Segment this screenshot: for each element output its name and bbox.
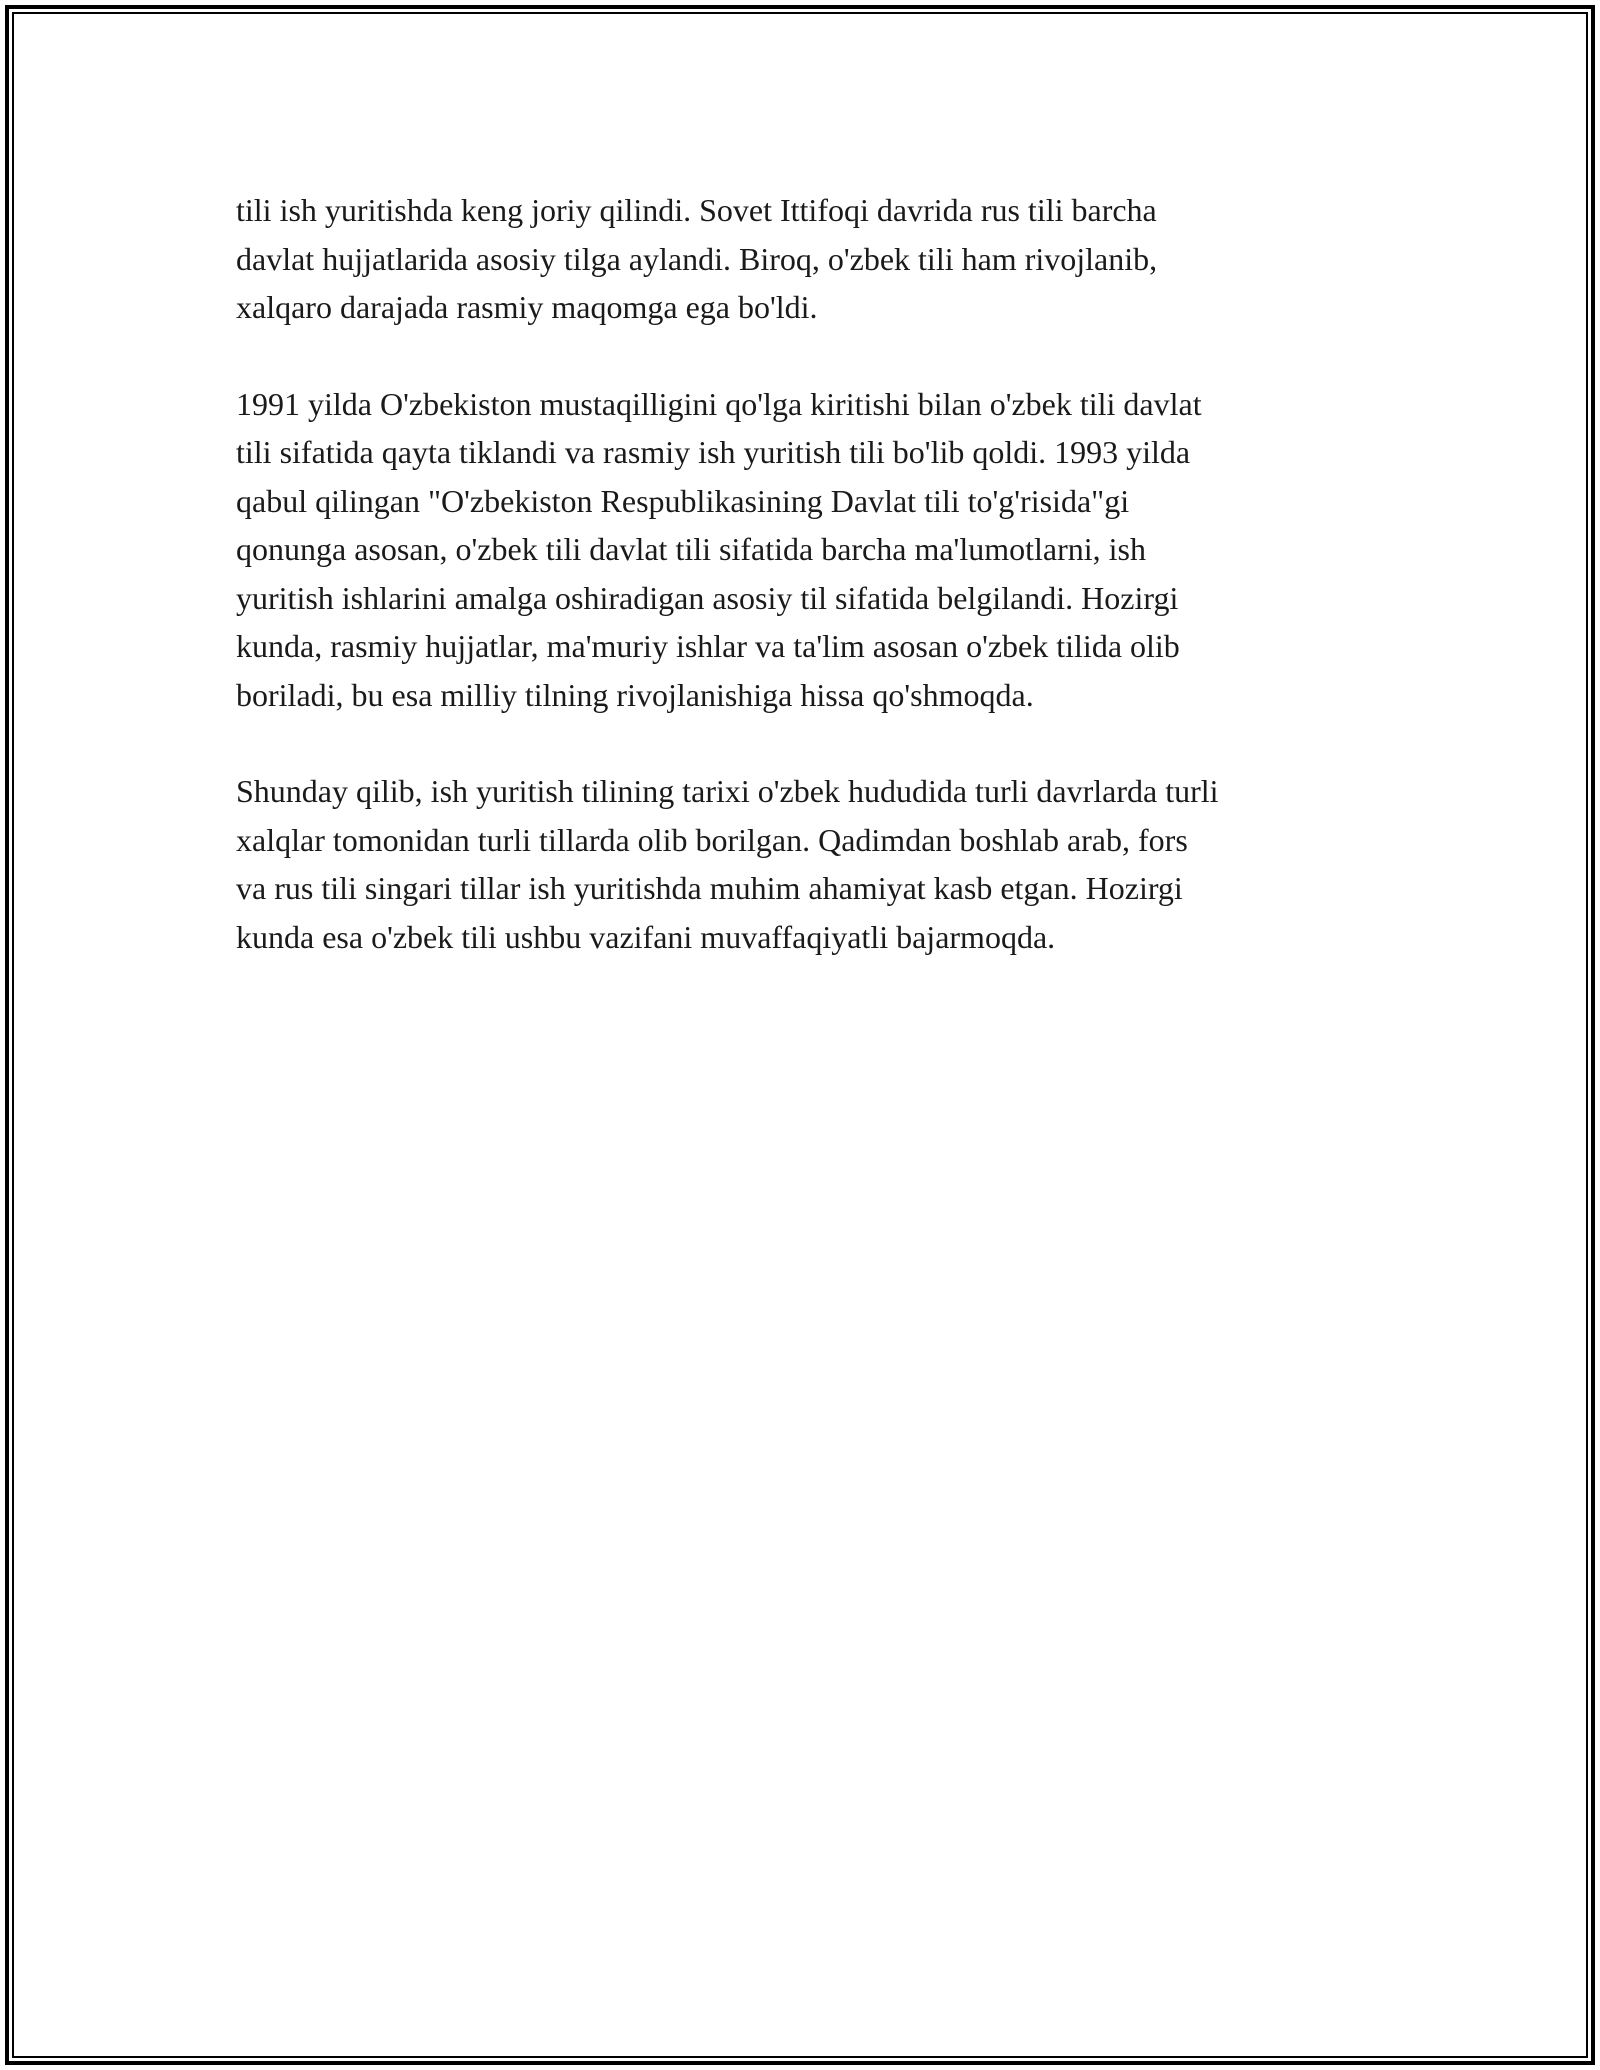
text-line: xalqaro darajada rasmiy maqomga ega bo'ldi. (236, 289, 818, 325)
text-line: yuritish ishlarini amalga oshiradigan asosiy til sifatida belgilandi. Hozirgi (236, 579, 1179, 616)
text-line: tili sifatida qayta tiklandi va rasmiy ish yuritish tili bo'lib qoldi. 1993 yilda (236, 434, 1191, 470)
text-line: xalqlar tomonidan turli tillarda olib borilgan. Qadimdan boshlab arab, fors (236, 821, 1188, 858)
text-line: 1991 yilda O'zbekiston mustaqilligini qo'lga kiritishi bilan o'zbek tili davlat (236, 385, 1202, 422)
text-line: tili ish yuritishda keng joriy qilindi. Sovet Ittifoqi davrida rus tili barcha (236, 192, 1157, 228)
text-line: Shunday qilib, ish yuritish tilining tarixi o'zbek hududida turli davrlarda turli (236, 773, 1219, 809)
paragraph-3 (236, 767, 1376, 961)
text-line: qonunga asosan, o'zbek tili davlat tili sifatida barcha ma'lumotlarni, ish (236, 531, 1146, 567)
paragraph-1 (236, 186, 1376, 332)
paragraph-2 (236, 380, 1376, 720)
document-body (236, 186, 1376, 1009)
text-line: kunda, rasmiy hujjatlar, ma'muriy ishlar va ta'lim asosan o'zbek tilida olib (236, 628, 1180, 664)
text-line: davlat hujjatlarida asosiy tilga aylandi. Biroq, o'zbek tili ham rivojlanib, (236, 240, 1158, 277)
text-line: boriladi, bu esa milliy tilning rivojlanishiga hissa qo'shmoqda. (236, 676, 1034, 713)
text-line: va rus tili singari tillar ish yuritishda muhim ahamiyat kasb etgan. Hozirgi (236, 870, 1183, 906)
text-line: qabul qilingan "O'zbekiston Respublikasining Davlat tili to'g'risida"gi (236, 482, 1130, 519)
text-line: kunda esa o'zbek tili ushbu vazifani muvaffaqiyatli bajarmoqda. (236, 918, 1056, 955)
